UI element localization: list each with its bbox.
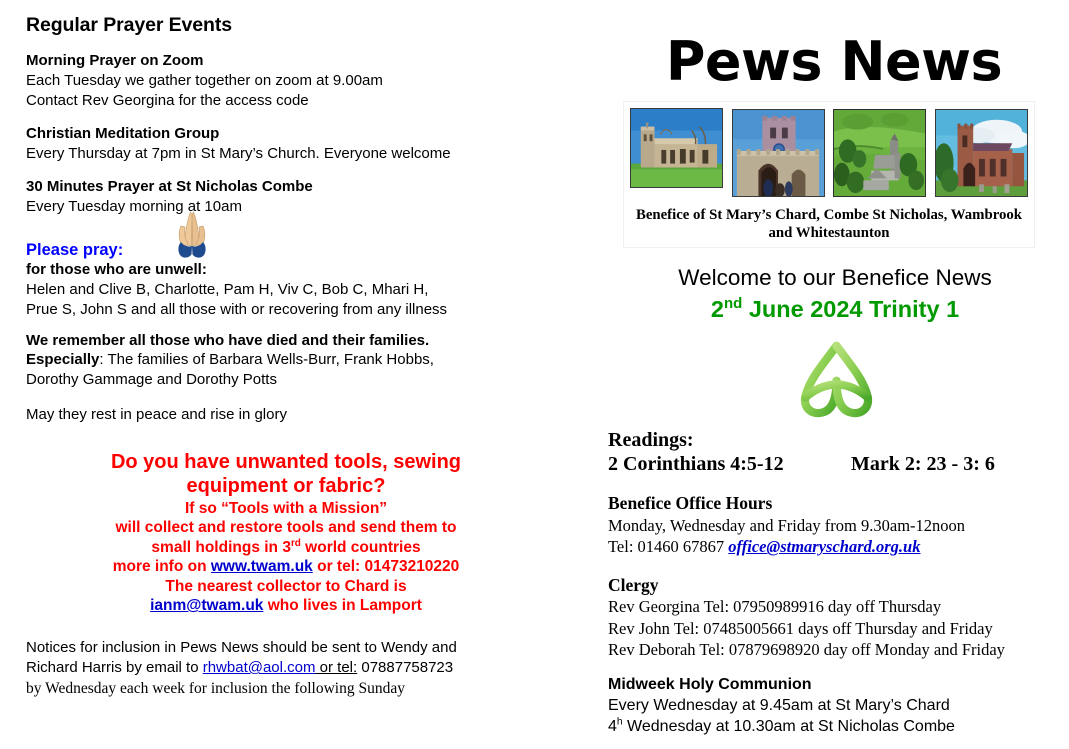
especially-label: Especially [26,351,100,369]
date-number: 2 [710,295,724,322]
trinity-knot-container [618,333,1054,425]
benefice-banner [623,101,1035,248]
event-item-christian-meditation [26,124,546,164]
readings-section [608,429,1054,476]
notice-text: or tel: [315,659,358,677]
church-photo-image [631,109,722,187]
please-pray-heading: Please pray: [26,240,124,259]
benefice-office-section [608,492,1054,557]
office-hours-line: Monday, Wednesday and Friday from 9.30am-12noon [608,516,966,536]
church-photo-image [936,110,1027,196]
especially-text: : The families of Barbara Wells-Burr, Frank Hobbs, [99,351,434,369]
promo-text: more info on [112,558,211,576]
promo-line [26,557,546,577]
midweek-week-number: 4 [608,718,617,736]
spacer [26,390,546,405]
notice-line [26,658,546,678]
church-photo-combe-st-nicholas [732,109,825,197]
office-email-link[interactable]: office@stmaryschard.org.uk [728,537,921,557]
event-detail: Each Tuesday we gather together on zoom at 9.00am [26,71,383,89]
twam-collector-email-link[interactable]: ianm@twam.uk [150,597,264,615]
event-item-morning-prayer [26,51,546,111]
office-hours-heading: Benefice Office Hours [608,493,773,514]
midweek-heading: Midweek Holy Communion [608,676,812,694]
welcome-line: Welcome to our Benefice News [678,264,992,290]
promo-heading: Do you have unwanted tools, sewing [110,450,462,473]
church-photo-image [733,110,824,196]
promo-line: The nearest collector to Chard is [165,577,407,595]
event-title: 30 Minutes Prayer at St Nicholas Combe [26,177,313,195]
unwell-label: for those who are unwell: [26,261,207,279]
submission-notice [26,638,546,699]
event-item-30-minutes-prayer [26,177,546,217]
church-photo-image [834,110,925,196]
event-detail: Every Tuesday morning at 10am [26,197,242,215]
notice-line: Notices for inclusion in Pews News should be sent to Wendy and [26,638,457,656]
church-photo-st-marys-chard [630,108,723,188]
promo-text: world countries [300,538,421,556]
notice-text: Richard Harris by email to [26,659,203,677]
readings-heading: Readings: [608,429,694,452]
twam-website-link[interactable]: www.twam.uk [210,558,313,576]
issue-date-line [616,295,1054,323]
rest-in-peace-line: May they rest in peace and rise in glory [26,405,287,423]
readings-row [608,453,1054,477]
reading-reference-1: 2 Corinthians 4:5-12 [608,452,784,475]
midweek-communion-section [608,674,1054,737]
office-telephone: Tel: 01460 67867 [608,537,729,557]
benefice-caption-line: and Whitestaunton [768,225,890,242]
clergy-heading: Clergy [608,574,659,595]
ordinal-suffix: nd [723,295,743,313]
date-text: June 2024 Trinity 1 [742,295,960,322]
ordinal-suffix: h [616,717,623,729]
clergy-line: Rev Deborah Tel: 07879698920 day off Monday and Friday [608,639,1005,659]
midweek-line [608,716,1054,737]
masthead-title: Pews News [665,30,1003,93]
benefice-caption [624,206,1034,243]
clergy-line: Rev John Tel: 07485005661 days off Thursday and Friday [608,618,993,638]
promo-line: will collect and restore tools and send them to [115,519,457,537]
event-title: Christian Meditation Group [26,124,220,142]
church-photo-whitestaunton [935,109,1028,197]
reading-reference-2: Mark 2: 23 - 3: 6 [851,452,995,475]
unwell-names-line: Prue S, John S and all those with or recovering from any illness [26,300,448,318]
spacer [26,320,546,331]
editor-phone: 07887758723 [357,659,454,677]
office-contact-line [608,536,1054,557]
page-title: Regular Prayer Events [26,14,233,36]
editor-email-link[interactable]: rhwbat@aol.com [202,659,316,677]
right-column [596,0,1054,749]
midweek-line: Every Wednesday at 9.45am at St Mary’s Chard [608,697,950,715]
promo-line: If so “Tools with a Mission” [184,499,388,517]
prayer-request-section [26,240,546,425]
midweek-text: Wednesday at 10.30am at St Nicholas Combe [622,718,955,736]
promo-heading: equipment or fabric? [186,475,386,498]
trinity-knot-icon [779,333,894,425]
promo-text: who lives in Lamport [263,597,422,615]
unwell-names-line: Helen and Clive B, Charlotte, Pam H, Viv C, Bob C, Mhari H, [26,280,429,298]
clergy-section [608,574,1054,661]
ordinal-suffix: rd [290,537,301,549]
event-detail: Contact Rev Georgina for the access code [26,91,309,109]
event-detail: Every Thursday at 7pm in St Mary’s Church. Everyone welcome [26,144,451,162]
promo-text: small holdings in 3 [151,538,291,556]
promo-text: or tel: 01473210220 [312,558,460,576]
benefice-caption-line: Benefice of St Mary’s Chard, Combe St Nicholas, Wambrook [635,207,1023,223]
praying-hands-icon [168,209,216,259]
clergy-line: Rev Georgina Tel: 07950989916 day off Thursday [608,597,942,617]
remember-departed-line: We remember all those who have died and their families. [26,331,430,349]
left-column [26,14,546,699]
church-photo-strip [624,108,1034,198]
notice-deadline-line: by Wednesday each week for inclusion the following Sunday [26,679,405,697]
especially-line-2: Dorothy Gammage and Dorothy Potts [26,371,277,388]
tools-with-a-mission-notice [26,450,546,616]
especially-line [26,350,546,370]
church-photo-wambrook [833,109,926,197]
promo-line [26,538,546,558]
event-title: Morning Prayer on Zoom [26,52,204,69]
promo-line [26,596,546,616]
